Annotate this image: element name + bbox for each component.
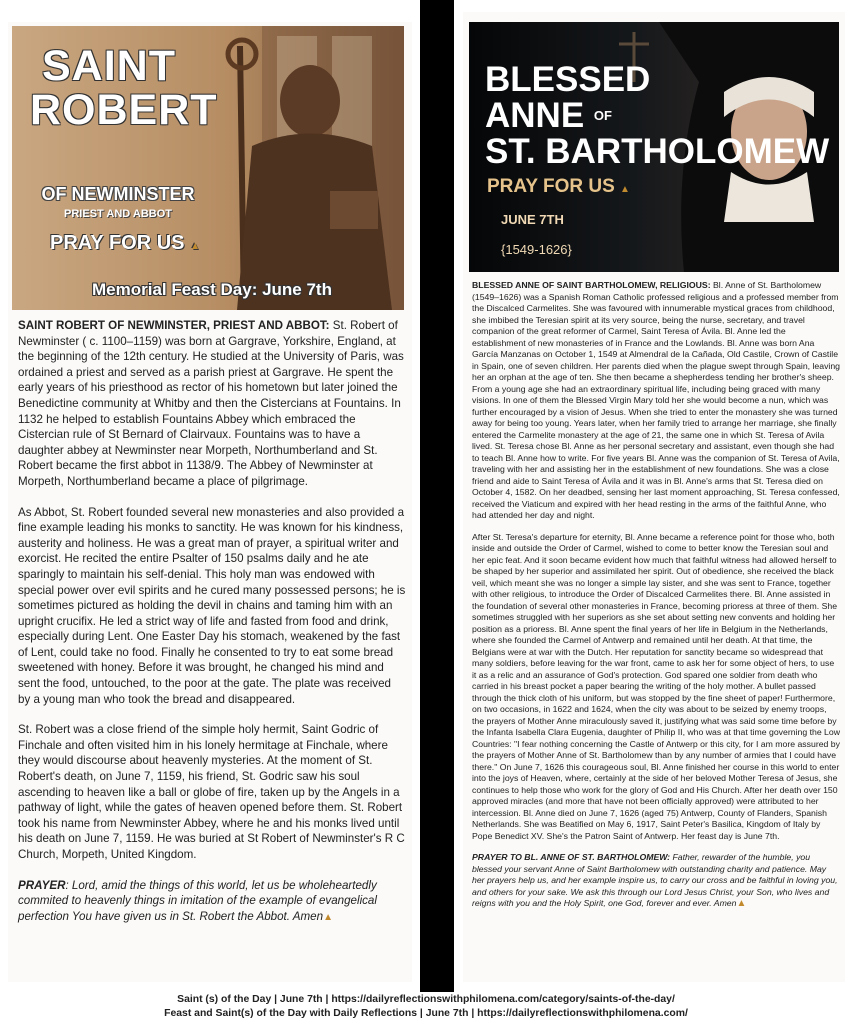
praying-hands-icon: ▲	[620, 184, 630, 195]
praying-hands-icon: ▲	[323, 911, 333, 923]
praying-hands-icon: ▲	[190, 241, 200, 252]
paragraph: BLESSED ANNE OF SAINT BARTHOLOMEW, RELIGIOUS: Bl. Anne of St. Bartholomew (1549–1626) was a Spanish Roman Catholic professed religious and a professed member from the Discalced Carmelites. She was favoured with innumerable mystical graces from childhood, she imbibed the Teresian spirit at its very source, being the nurse, secretary, and travel companion of the great reformer of Carmel, Saint Teresa of Ávila. Bl. Anne led the establishment of new monasteries of in France and the Lowlands. Bl. Anne was born Ana García Manzanas on October 1, 1549 at Almendral de la Cañada, Old Castile, Crown of Castile in Spain, one of seven children. Her parents died when the plague swept through Spain, leaving her an orphan at the age of ten. She then became a shepherdess tending her brother's sheep. From a young age she had an extraordinary spiritual life, including being graced with many visions. In one of them the Blessed Virgin Mary told her she would become a nun, which was further encouraged by a vision of Jesus. When she tried to enter the monastery she was turned away for being too young. Years later, when her family tried to arrange her marriage, she finally entered the Carmelite monastery at the age of 21, the same one in which St. Teresa of Avila lived. St. Teresa chose Bl. Anne as her personal secretary and assistant, even though she had to teach Bl. Anne how to write. For five years Bl. Anne was the companion of St. Teresa of Avila, traveling with her and assisting her in the establishment of new foundations. She was a close friend and aide to Saint Teresa of Ávila and it was in Bl. Anne's arms that St. Teresa died on October 4, 1582. On her deadbed, sensing her last moment approaching, St. Teresa confessed, received the Viaticum and expired with her head resting in the arms of the faithful Anne, who had attended her day and night.	[472, 280, 841, 520]
prayer: PRAYER TO BL. ANNE OF ST. BARTHOLOMEW: Father, rewarder of the humble, you blessed your servant Anne of Saint Bartholomew with outstanding charity and patience. May her prayers help us, and her example inspire us, to carry our cross and be faithful in loving you, and others for your sake. We ask this through our Lord Jesus Christ, your Son, who lives and reigns with you and the Holy Spirit, one God, forever and ever. Amen▲	[472, 852, 838, 909]
paragraph: SAINT ROBERT OF NEWMINSTER, PRIEST AND ABBOT: St. Robert of Newminster ( c. 1100–1159) was born at Gargrave, Yorkshire, England, at the beginning of the 12th century. He studied at the University of Paris, was ordained a priest and served as a parish priest at Gargrave. He spent the early years of his priesthood as rector of his hometown but later joined the Benedictine community at Whitby and then the Cistercians at Fountains. In 1132 he helped to establish Fountains Abbey which embraced the Cistercian rule of St Bernard of Clairvaux. Fountains was to have a daughter abbey at Newminster near Morpeth, Northumberland and St. Robert became the first abbot in 1138/9. The Abbey of Newminster at Morpeth, Northumberland became a place of pilgrimage.	[18, 319, 404, 488]
banner-subtitle: OF NEWMINSTER	[41, 184, 195, 204]
banner-pray: PRAY FOR US ▲	[487, 176, 630, 197]
saint-robert-banner	[12, 26, 404, 310]
banner-title: SAINT ROBERT	[30, 42, 218, 134]
paragraph: After St. Teresa's departure for eternity, Bl. Anne became a reference point for those who, both inside and outside the Order of Carmel, wished to come to better know the Teresian soul and her epic feat. And it soon became evident how much that faithful witness had allowed herself to be shaped by her superior and assimilated her spirit. Out of obedience, she received the black veil, which meant she was no longer a simple lay sister, and she was sent to France, together with other religious, to introduce the Order of Discalced Carmelites there. Bl. Anne assisted in the foundation of several other monasteries in France, becoming prioress at three of them. She sometimes struggled with her superiors as she set about setting new convents and holding her position as a prioress. Bl. Anne spent the final years of her life in Belgium in the Netherlands, where she founded the Carmel of Antwerp and remained until her death. At that time, the Belgians were at war with the Dutch. Her reputation for sanctity became so widespread that many soldiers, before leaving for the war front, came to ask her for some object of hers, to use it as a relic and an assurance of God's protection. God spared one soldier from death who carried in his breast pocket a paper bearing the writing of the holy mother. A bullet passed through the thick cloth of his uniform, but was stopped by the fine sheet of paper! Furthermore, on two occasions, in 1622 and 1624, when the city was about to be seized by enemy troops, the prayers of Mother Anne miraculously saved it, justifying what was said some time before by the Infanta Isabella Clara Eugenia, daughter of Philip II, who was at that time governing the Low Countries: "I fear nothing concerning the Castle of Antwerp or this city, for I am more assured by the prayers of Mother Anne of St. Bartholomew than by any number of armies that I could have there." On June 7, 1626 this courageous soul, Bl. Anne finished her course in this world to enter into the joys of Heaven, where, certainly at the side of her beloved Mother Teresa of Jesus, she continues to help those who work for the glory of God and His Church. After her death over 150 approved miracles (and more that have not been officially approved) were attributed to her intercession. Bl. Anne died on June 7, 1626 (aged 75) Antwerp, County of Flanders, Spanish Netherlands. She was Beatified on May 6, 1917, Saint Peter's Basilica, Kingdom of Italy by Pope Benedict XV. She's the Patron Saint of Antwerp. Her feast day is June 7th.	[472, 531, 840, 841]
prayer: PRAYER: Lord, amid the things of this world, let us be wholeheartedly commited to heavenly things in imitation of the example of evangelical perfection You have given us in St. Robert the Abbot. Amen▲	[18, 878, 406, 926]
banner-years: {1549-1626}	[501, 242, 572, 257]
paragraph: As Abbot, St. Robert founded several new monasteries and also provided a fine example leading his monks to sanctity. He was known for his kindness, austerity and holiness. He was a great man of prayer, a spiritual writer and exorcist. He recited the entire Psalter of 150 psalms daily and he ate sparingly to maintain his self-denial. This holy man was endowed with special power over evil spirits and he cured many possessed persons; he is sometimes pictured as holding the devil in chains and taming him with an upright crucifix. He led a strict way of life and fasted from food and drink, especially during Lent. One Easter Day his stomach, weakened by the fast of Lent, could take no food. Finally he consented to try to eat some bread sweetened with honey. Before it was brought, he changed his mind and sent the food, untouched, to the poor at the gate. The plate was received by a young man who took the bread and disappeared.	[18, 505, 406, 706]
praying-hands-icon: ▲	[736, 898, 747, 909]
center-divider	[420, 0, 454, 992]
article-heading: SAINT ROBERT OF NEWMINSTER, PRIEST AND ABBOT:	[18, 319, 330, 332]
banner-title: BLESSED ANNE $^{OF}$ ST. BARTHOLOMEW	[485, 60, 830, 171]
paragraph: St. Robert was a close friend of the simple holy hermit, Saint Godric of Finchale and often visited him in his lonely hermitage at Finchale, where they would discourse about heavenly mysteries. At the moment of St. Robert's death, on June 7, 1159, his friend, St. Godric saw his soul ascending to heaven like a ball or globe of fire, taken up by the Angels in a pathway of light, while the gates of heaven opened before them. St. Robert took his name from Newminster Abbey, where he and his monks lived until his death on June 7, 1159. He was buried at St Robert of Newminster's R C Church, Morpeth, United Kingdom.	[18, 723, 405, 861]
footer-line-2: Feast and Saint(s) of the Day with Daily Reflections | June 7th | https://dailyreflectionswithphilomena.com/	[164, 1008, 688, 1019]
blessed-anne-article	[472, 280, 840, 920]
banner-date: JUNE 7TH	[501, 212, 564, 227]
banner-role: PRIEST AND ABBOT	[64, 208, 172, 220]
banner-pray: PRAY FOR US ▲	[50, 232, 200, 254]
article-heading: BLESSED ANNE OF SAINT BARTHOLOMEW, RELIGIOUS:	[472, 280, 711, 290]
blessed-anne-banner	[469, 22, 839, 272]
banner-feast-day: Memorial Feast Day: June 7th	[92, 280, 332, 299]
footer-line-1: Saint (s) of the Day | June 7th | https://dailyreflectionswithphilomena.com/category/saints-of-the-day/	[177, 994, 675, 1005]
saint-robert-article	[18, 318, 406, 940]
